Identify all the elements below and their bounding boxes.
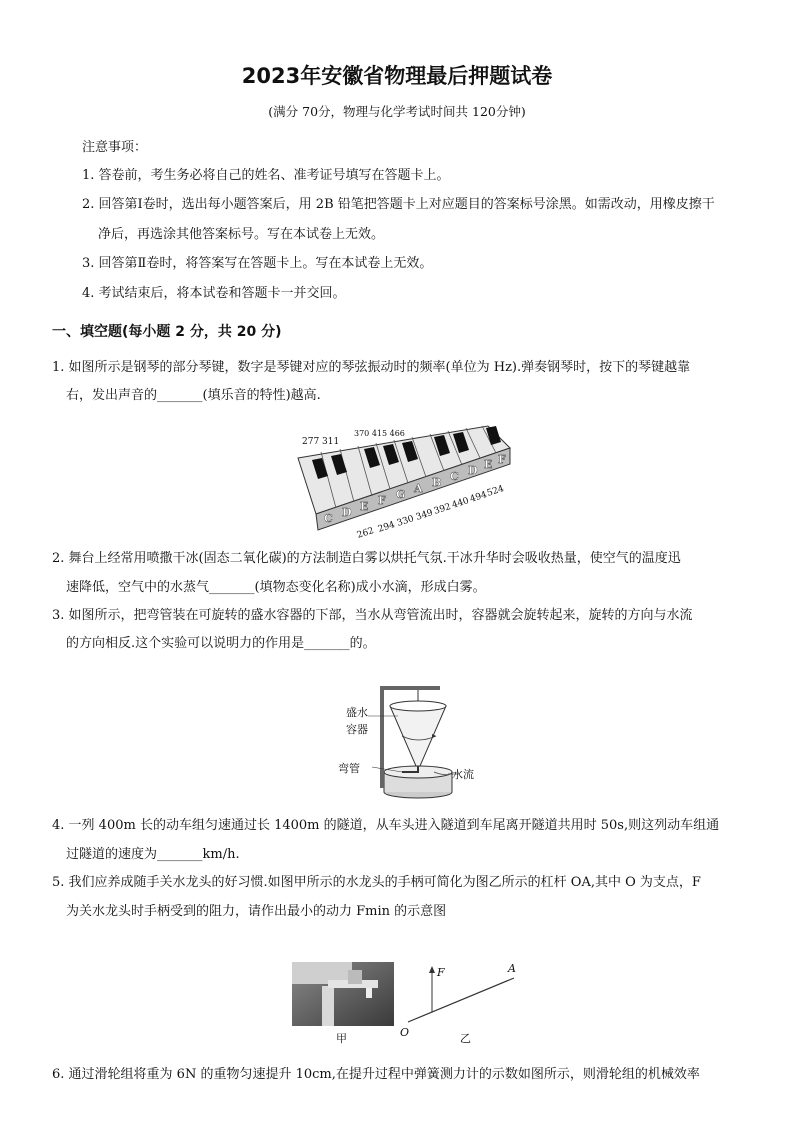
freq-label-294: 294 [376, 520, 397, 535]
key-letter-d2: D [468, 464, 478, 477]
freq-label-392: 392 [432, 502, 453, 517]
key-letter-d: D [342, 506, 352, 519]
key-letter-b: B [432, 476, 442, 489]
freq-label-330: 330 [395, 514, 416, 529]
freq-label-440: 440 [450, 496, 471, 511]
section-heading: 一、填空题(每小题 2 分，共 20 分) [52, 324, 282, 340]
key-letter-e2: E [484, 458, 493, 471]
freq-label-524: 524 [485, 484, 506, 499]
label-water-flow: 水流 [452, 768, 474, 781]
notice-item-4: 4. 考试结束后，将本试卷和答题卡一并交回。 [82, 286, 346, 301]
question-3-line-2: 的方向相反.这个实验可以说明力的作用是_______的。 [66, 636, 376, 651]
label-container-line-1: 盛水 [346, 706, 368, 719]
label-pipe: 弯管 [338, 762, 360, 775]
freq-label-top-left: 277 311 [302, 437, 340, 447]
page-title: 2023年安徽省物理最后押题试卷 [241, 64, 553, 88]
notice-item-3: 3. 回答第Ⅱ卷时，将答案写在答题卡上。写在本试卷上无效。 [82, 256, 433, 271]
question-5-line-1: 5. 我们应养成随手关水龙头的好习惯.如图甲所示的水龙头的手柄可简化为图乙所示的杠杆 OA,其中 O 为支点，F [52, 875, 701, 890]
label-jia: 甲 [336, 1032, 347, 1045]
key-letter-f: F [378, 494, 386, 507]
freq-label-494: 494 [468, 490, 489, 505]
key-letter-c: C [324, 512, 333, 525]
question-4-line-2: 过隧道的速度为_______km/h. [66, 847, 240, 862]
question-3-line-1: 3. 如图所示，把弯管装在可旋转的盛水容器的下部，当水从弯管流出时，容器就会旋转起来，旋转的方向与水流 [52, 608, 693, 623]
label-container-line-2: 容器 [346, 723, 368, 736]
label-F: F [437, 966, 445, 979]
key-letter-f2: F [498, 453, 506, 466]
freq-label-top-right: 370 415 466 [354, 429, 405, 438]
key-letter-c2: C [450, 470, 459, 483]
lever-diagram [396, 960, 526, 1032]
notice-item-1: 1. 答卷前，考生务必将自己的姓名、准考证号填写在答题卡上。 [82, 168, 450, 183]
notice-heading: 注意事项： [82, 140, 148, 155]
key-letter-a: A [414, 482, 423, 495]
page-subtitle: (满分 70分，物理与化学考试时间共 120分钟) [268, 104, 526, 119]
freq-label-349: 349 [414, 508, 435, 523]
label-A: A [508, 962, 516, 975]
question-4-line-1: 4. 一列 400m 长的动车组匀速通过长 1400m 的隧道，从车头进入隧道到车尾离开隧道共用时 50s,则这列动车组通 [52, 818, 720, 833]
faucet-photo [292, 962, 394, 1026]
question-1-line-1: 1. 如图所示是钢琴的部分琴键，数字是琴键对应的琴弦振动时的频率(单位为 Hz).弹奏钢琴时，按下的琴键越靠 [52, 360, 691, 375]
key-letter-e: E [360, 500, 369, 513]
label-yi: 乙 [460, 1032, 471, 1045]
label-O: O [400, 1026, 410, 1039]
question-2-line-2: 速降低，空气中的水蒸气_______(填物态变化名称)成小水滴，形成白雾。 [66, 580, 486, 595]
notice-item-2-cont: 净后，再选涂其他答案标号。写在本试卷上无效。 [98, 227, 385, 242]
question-5-line-2: 为关水龙头时手柄受到的阻力，请作出最小的动力 Fmin 的示意图 [66, 904, 447, 919]
rotating-container-figure [340, 680, 490, 800]
piano-keys-figure [288, 418, 518, 540]
question-6-line-1: 6. 通过滑轮组将重为 6N 的重物匀速提升 10cm,在提升过程中弹簧测力计的示数如图所示，则滑轮组的机械效率 [52, 1067, 700, 1082]
freq-label-262: 262 [355, 526, 376, 540]
notice-item-2: 2. 回答第Ⅰ卷时，选出每小题答案后，用 2B 铅笔把答题卡上对应题目的答案标号涂黑。如需改动，用橡皮擦干 [82, 197, 715, 212]
key-letter-g: G [396, 488, 406, 501]
question-1-line-2: 右，发出声音的_______(填乐音的特性)越高. [66, 388, 321, 403]
question-2-line-1: 2. 舞台上经常用喷撒干冰(固态二氧化碳)的方法制造白雾以烘托气氛.干冰升华时会吸收热量，使空气的温度迅 [52, 551, 681, 566]
